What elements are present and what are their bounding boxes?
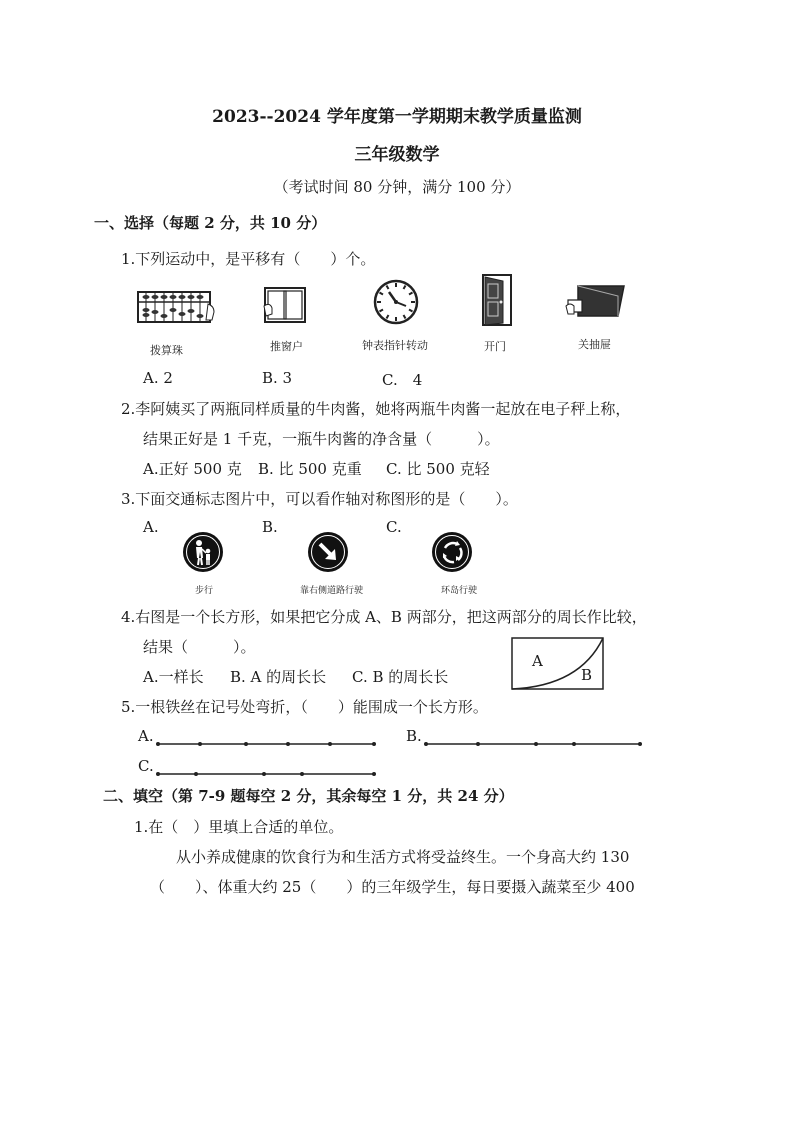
q2-stem-line2: 结果正好是 1 千克，一瓶牛肉酱的净含量（ ）。 [143,430,500,448]
keep-right-sign-icon [308,532,348,572]
q3-sign-label-a: 步行 [195,586,214,596]
q1-label-door: 开门 [484,340,506,353]
q1-label-clock: 钟表指针转动 [362,339,428,352]
clock-picture [372,278,420,326]
q3-stem: 3.下面交通标志图片中，可以看作轴对称图形的是（ ）。 [121,490,518,508]
q3-option-a: A. [143,518,159,536]
q3-option-c: C. [386,518,402,536]
exam-subtitle: 三年级数学 [354,145,440,165]
s2-q1-text-line1: 从小养成健康的饮食行为和生活方式将受益终生。一个身高大约 130 [176,848,630,866]
q2-stem-line1: 2.李阿姨买了两瓶同样质量的牛肉酱，她将两瓶牛肉酱一起放在电子秤上称， [121,400,631,418]
q1-label-abacus: 拨算珠 [150,344,183,357]
roundabout-sign-icon [432,532,472,572]
exam-title: 2023--2024 学年度第一学期期末教学质量监测 [212,107,582,127]
q3-sign-label-c: 环岛行驶 [441,586,478,596]
wire-c [156,764,378,774]
section1-heading: 一、选择（每题 2 分，共 10 分） [94,214,327,232]
s2-q1-stem: 1.在（ ）里填上合适的单位。 [134,818,344,836]
q4-stem-line2: 结果（ ）。 [143,638,256,656]
wire-a [156,734,378,744]
s2-q1-text-line2: （ ）、体重大约 25（ ）的三年级学生，每日要摄入蔬菜至少 400 [150,878,635,896]
q4-stem-line1: 4.右图是一个长方形，如果把它分成 A、B 两部分，把这两部分的周长作比较， [121,608,647,626]
figure-label-a: A [532,652,543,670]
abacus-picture [136,290,216,324]
q1-option-c: C. 4 [382,371,423,389]
q4-option-c: C. B 的周长长 [352,668,449,686]
door-picture [480,272,516,328]
q2-option-b: B. 比 500 克重 [258,460,362,478]
q3-sign-label-b: 靠右侧道路行驶 [300,586,364,596]
section2-heading: 二、填空（第 7-9 题每空 2 分，其余每空 1 分，共 24 分） [103,787,514,805]
q1-label-drawer: 关抽屉 [578,338,611,351]
figure-label-b: B [581,666,593,684]
q1-option-b: B. 3 [262,369,293,387]
q4-option-b: B. A 的周长长 [230,668,327,686]
q1-option-a: A. 2 [143,369,173,387]
q2-option-a: A.正好 500 克 [143,460,242,478]
q5-option-b: B. [406,727,422,745]
pedestrian-sign-icon [183,532,223,572]
wire-b [424,734,644,744]
q5-stem: 5.一根铁丝在记号处弯折，（ ）能围成一个长方形。 [121,698,488,716]
q5-option-c: C. [138,757,154,775]
q5-option-a: A. [138,727,154,745]
window-picture [262,284,310,324]
q3-option-b: B. [262,518,278,536]
q2-option-c: C. 比 500 克轻 [386,460,490,478]
exam-info: （考试时间 80 分钟，满分 100 分） [273,178,521,196]
q1-label-window: 推窗户 [270,340,303,353]
drawer-picture [564,282,626,324]
q4-option-a: A.一样长 [143,668,204,686]
q1-stem: 1.下列运动中，是平移有（ ）个。 [121,250,376,268]
